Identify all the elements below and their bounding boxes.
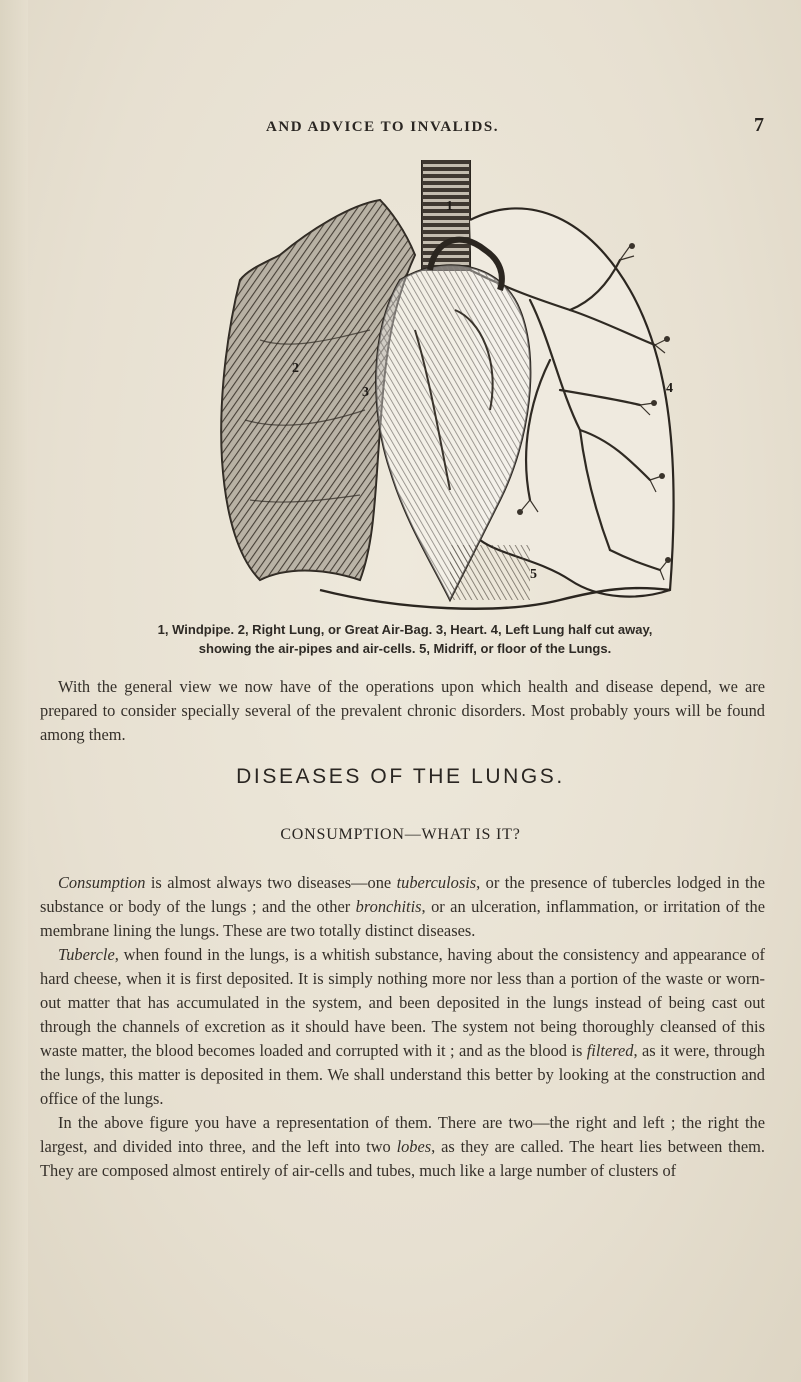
term-consumption: Consumption (58, 873, 146, 892)
page-gutter-shadow (0, 0, 28, 1382)
page-number: 7 (754, 114, 764, 136)
label-1: 1 (446, 199, 453, 214)
body-text (40, 871, 765, 1183)
label-5: 5 (530, 567, 537, 582)
term-tubercle: Tubercle (58, 945, 115, 964)
label-4: 4 (666, 381, 673, 396)
paragraph-consumption: Consumption is almost always two diseases—one tuberculosis, or the presence of tubercles lodged in the substance or body of the lungs ; and the other bronchitis, or an ulceration, inflammation, or irritation of the membrane lining the lungs. These are two totally distinct diseases. (40, 873, 765, 940)
label-2: 2 (292, 361, 299, 376)
label-3: 3 (362, 385, 369, 400)
paragraph-tubercle: Tubercle, when found in the lungs, is a whitish substance, having about the consistency and appearance of hard cheese, when it is first deposited. It is simply nothing more nor less than a portion of the waste or worn-out matter that has accumulated in the system, and been deposited in the lungs instead of being cast out through the channels of excretion as it should have been. The system not being thoroughly cleansed of this waste matter, the blood becomes loaded and corrupted with it ; and as the blood is filtered, as it were, through the lungs, this matter is deposited in them. We shall understand this better by looking at the construction and office of the lungs. (40, 945, 765, 1108)
lungs-illustration (200, 160, 690, 620)
section-heading: DISEASES OF THE LUNGS. (236, 765, 565, 788)
caption-line-2: showing the air-pipes and air-cells. 5, Midriff, or floor of the Lungs. (198, 641, 612, 656)
paragraph-lungs: In the above figure you have a representation of them. There are two—the right and left ; the right the largest, and divided into three, and the left into two lobes, as they are called. The heart lies between them. They are composed almost entirely of air-cells and tubes, much like a large number of clusters of (40, 1113, 766, 1180)
running-head-title: AND ADVICE TO INVALIDS. (266, 119, 499, 135)
intro-paragraph: With the general view we now have of the operations upon which health and disease depend, we are prepared to consider specially several of the prevalent chronic disorders. Most probably yours will be found among them. (40, 677, 765, 744)
term-bronchitis: bronchitis (355, 897, 422, 916)
term-tuberculosis: tuberculosis (396, 873, 477, 892)
term-filtered: filtered (586, 1041, 634, 1060)
subheading: CONSUMPTION—WHAT IS IT? (280, 826, 521, 843)
running-head (0, 119, 801, 136)
term-lobes: lobes (396, 1137, 432, 1156)
figure-caption (40, 620, 770, 658)
caption-line-1: 1, Windpipe. 2, Right Lung, or Great Air-Bag. 3, Heart. 4, Left Lung half cut away, (157, 622, 653, 637)
